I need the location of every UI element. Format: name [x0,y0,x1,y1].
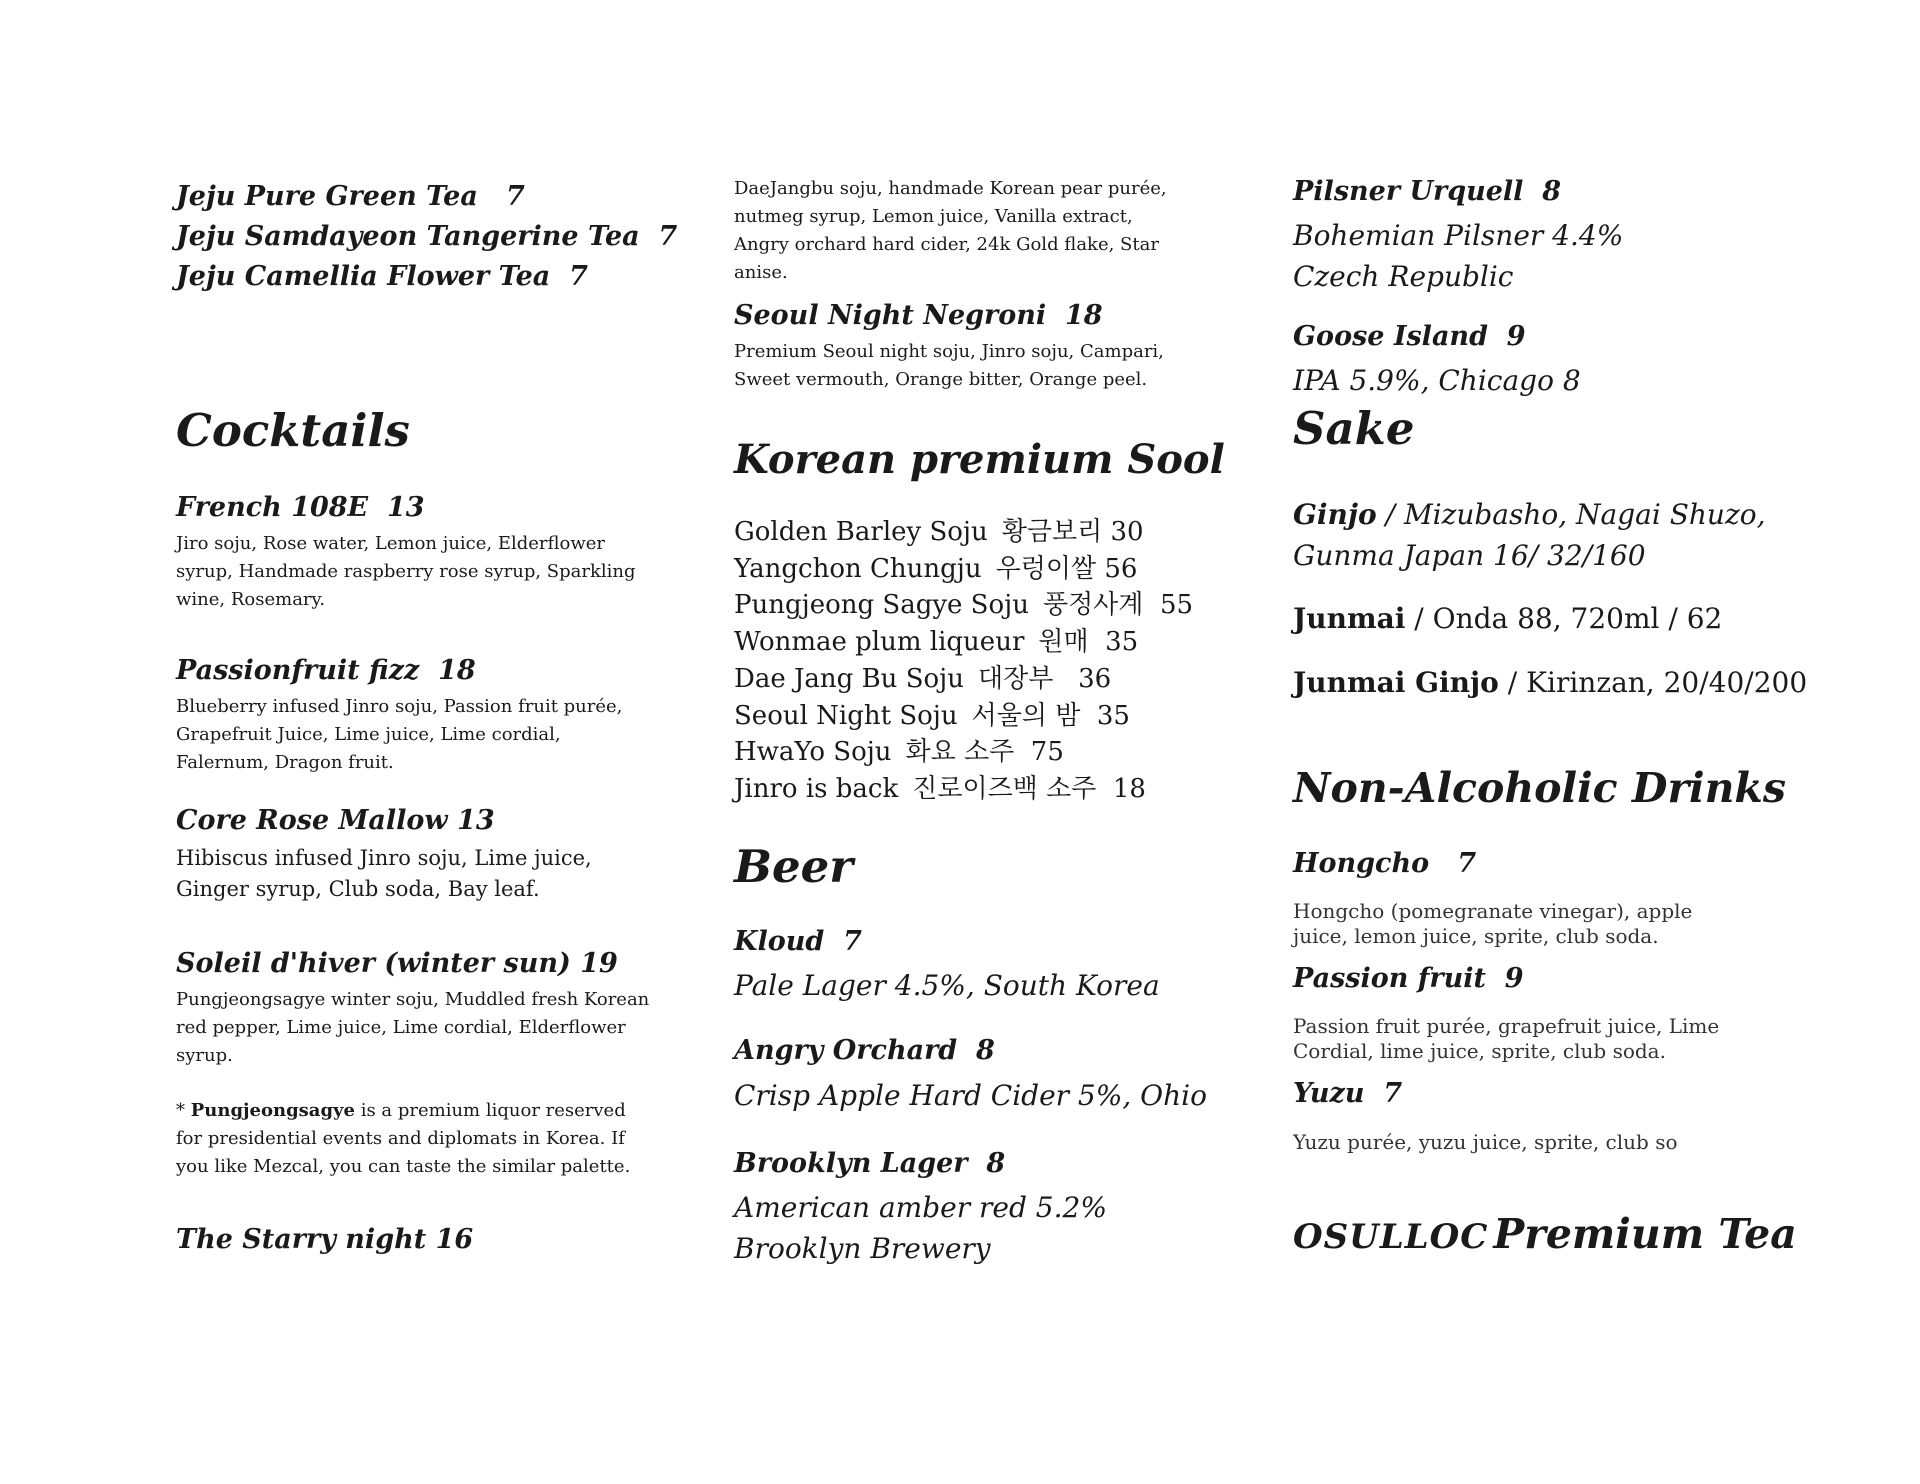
cocktail-name: Core Rose Mallow 13 [176,805,495,836]
sool-item: Dae Jang Bu Soju 대장부 36 [734,663,1112,694]
cocktail-description: Pungjeongsagye winter soju, Muddled fresh Korean red pepper, Lime juice, Lime cordial, Elderflower syrup. [176,989,650,1066]
beer-detail: Czech Republic [1293,260,1514,293]
beer-detail: Bohemian Pilsner 4.4% [1293,219,1624,252]
sool-item: Jinro is back 진로이즈백 소주 18 [734,773,1146,804]
tea-item: Jeju Samdayeon Tangerine Tea 7 [176,221,678,252]
beer-detail: IPA 5.9%, Chicago 8 [1293,364,1581,397]
cocktail-name: Soleil d'hiver (winter sun) 19 [176,948,618,979]
cocktail-description: DaeJangbu soju, handmade Korean pear purée, nutmeg syrup, Lemon juice, Vanilla extract, Angry orchard hard cider, 24k Gold flake, Star anise. [734,178,1167,283]
beer-detail: American amber red 5.2% [734,1191,1107,1224]
beer-name: Brooklyn Lager 8 [734,1148,1006,1179]
beer-detail: Brooklyn Brewery [734,1232,991,1265]
na-drink-name: Hongcho 7 [1293,848,1477,879]
cocktail-name: Passionfruit fizz 18 [176,655,476,686]
beer-detail: Crisp Apple Hard Cider 5%, Ohio [734,1079,1207,1112]
cocktails-heading: Cocktails [176,404,410,457]
cocktail-name: French 108E 13 [176,492,425,523]
sool-item: Golden Barley Soju 황금보리 30 [734,517,1144,547]
beer-name: Pilsner Urquell 8 [1293,176,1562,207]
sool-item: Yangchon Chungju 우렁이쌀 56 [734,553,1138,584]
sake-ginjo-detail: Gunma Japan 16/ 32/160 [1293,539,1646,572]
beer-name: Angry Orchard 8 [734,1035,995,1066]
beer-heading: Beer [734,840,854,893]
pungjeongsagye-note: * Pungjeongsagye is a premium liquor reserved for presidential events and diplomats in Korea. If you like Mezcal, you can taste the similar palette. [176,1100,631,1177]
na-drink-description: Passion fruit purée, grapefruit juice, Lime Cordial, lime juice, sprite, club soda. [1293,1014,1720,1063]
tea-item: Jeju Pure Green Tea 7 [176,181,525,212]
sake-ginjo: Ginjo / Mizubasho, Nagai Shuzo, [1293,498,1766,531]
na-drink-description: Hongcho (pomegranate vinegar), apple juice, lemon juice, sprite, club soda. [1293,899,1693,948]
na-drink-name: Passion fruit 9 [1293,963,1524,994]
beer-name: Kloud 7 [734,926,862,957]
sool-heading: Korean premium Sool [734,436,1225,483]
osulloc-brand: OSULLOC [1293,1217,1489,1257]
cocktail-name: Seoul Night Negroni 18 [734,300,1103,331]
premium-tea-heading [1293,1210,1797,1258]
sake-junmai: Junmai / Onda 88, 720ml / 62 [1293,602,1723,635]
sool-item: Wonmae plum liqueur 원매 35 [734,627,1139,658]
non-alcoholic-heading: Non-Alcoholic Drinks [1293,764,1786,812]
cocktail-description: Jiro soju, Rose water, Lemon juice, Elderflower syrup, Handmade raspberry rose syrup, Sparkling wine, Rosemary. [176,533,636,610]
sake-heading: Sake [1293,402,1415,455]
sool-item: Pungjeong Sagye Soju 풍정사계 55 [734,590,1194,621]
cocktail-description: Blueberry infused Jinro soju, Passion fruit purée, Grapefruit Juice, Lime juice, Lime cordial, Falernum, Dragon fruit. [176,696,623,773]
cocktail-description: Premium Seoul night soju, Jinro soju, Campari, Sweet vermouth, Orange bitter, Orange peel. [734,341,1164,390]
cocktail-description: Hibiscus infused Jinro soju, Lime juice, Ginger syrup, Club soda, Bay leaf. [176,846,592,901]
cocktail-name: The Starry night 16 [176,1224,474,1255]
sool-item: Seoul Night Soju 서울의 밤 35 [734,700,1130,731]
na-drink-description: Yuzu purée, yuzu juice, sprite, club so [1293,1130,1678,1154]
beer-name: Goose Island 9 [1293,321,1526,352]
sake-junmai-ginjo: Junmai Ginjo / Kirinzan, 20/40/200 [1293,666,1808,699]
sool-item: HwaYo Soju 화요 소주 75 [734,737,1064,768]
beer-detail: Pale Lager 4.5%, South Korea [734,969,1160,1002]
sool-list [734,514,1193,808]
premium-tea-title: Premium Tea [1493,1210,1797,1258]
na-drink-name: Yuzu 7 [1293,1078,1403,1109]
tea-item: Jeju Camellia Flower Tea 7 [176,261,588,292]
